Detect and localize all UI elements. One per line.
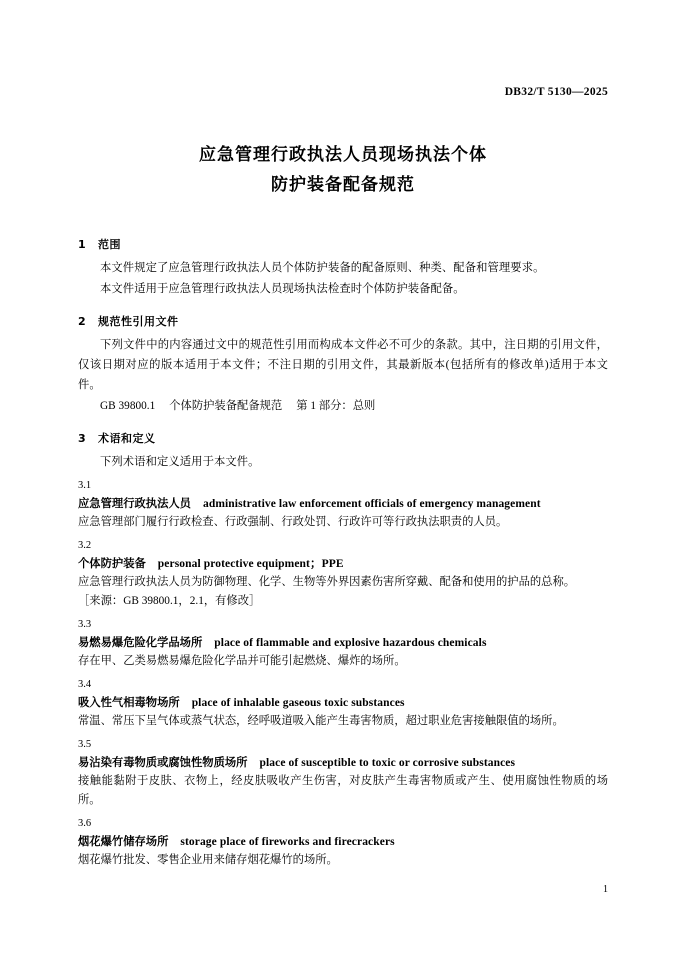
term-title-zh: 烟花爆竹储存场所 — [78, 835, 169, 848]
document-body — [78, 222, 608, 870]
term-number: 3.1 — [78, 480, 92, 491]
term-title — [78, 495, 608, 513]
term-title — [78, 634, 608, 652]
term-title-en: administrative law enforcement officials of emergency management — [202, 498, 541, 510]
term-source: ［来源：GB 39800.1，2.1，有修改］ — [78, 595, 261, 607]
normative-reference-item — [78, 396, 608, 416]
standard-code-header: DB32/T 5130—2025 — [504, 86, 608, 98]
term-number: 3.4 — [78, 679, 92, 690]
term-number: 3.5 — [78, 739, 92, 750]
paragraph: 下列术语和定义适用于本文件。 — [100, 456, 260, 468]
term-entry — [78, 538, 608, 611]
term-title-zh: 个体防护装备 — [78, 557, 146, 570]
reference-part: 第 1 部分：总则 — [296, 400, 376, 412]
term-title-en: storage place of fireworks and firecrackers — [180, 836, 395, 848]
reference-name: 个体防护装备配备规范 — [169, 400, 283, 412]
term-title-en: place of flammable and explosive hazardous chemicals — [214, 637, 487, 649]
term-number: 3.2 — [78, 540, 92, 551]
paragraph: 本文件规定了应急管理行政执法人员个体防护装备的配备原则、种类、配备和管理要求。 — [100, 262, 545, 274]
term-title-zh: 易燃易爆危险化学品场所 — [78, 636, 203, 649]
term-title — [78, 833, 608, 851]
term-definition: 接触能黏附于皮肤、衣物上，经皮肤吸收产生伤害，对皮肤产生毒害物质或产生、使用腐蚀性物质的场所。 — [78, 775, 608, 806]
term-definition: 应急管理行政执法人员为防御物理、化学、生物等外界因素伤害所穿戴、配备和使用的护品的总称。 — [78, 576, 576, 588]
term-entry — [78, 737, 608, 810]
term-entry — [78, 478, 608, 532]
title-line-1: 应急管理行政执法人员现场执法个体 — [199, 145, 487, 165]
clause-heading-2 — [78, 313, 608, 329]
term-title-zh: 应急管理行政执法人员 — [78, 497, 191, 510]
term-definition: 应急管理部门履行行政检查、行政强制、行政处罚、行政许可等行政执法职责的人员。 — [78, 516, 508, 528]
clause-heading-1 — [78, 236, 608, 252]
clause-title-2: 规范性引用文件 — [98, 315, 179, 328]
term-entry — [78, 816, 608, 870]
term-title-en: place of inhalable gaseous toxic substances — [191, 697, 405, 709]
clause-number-2: 2 — [78, 315, 87, 328]
term-number: 3.6 — [78, 818, 92, 829]
term-title — [78, 754, 608, 772]
reference-code: GB 39800.1 — [100, 400, 156, 412]
term-definition: 常温、常压下呈气体或蒸气状态，经呼吸道吸入能产生毒害物质，超过职业危害接触限值的场所。 — [78, 715, 564, 727]
term-title-zh: 易沾染有毒物质或腐蚀性物质场所 — [78, 756, 248, 769]
clause-number-3: 3 — [78, 432, 87, 445]
term-entry — [78, 677, 608, 731]
title-line-2: 防护装备配备规范 — [271, 175, 415, 195]
term-title — [78, 694, 608, 712]
page-number: 1 — [603, 884, 608, 895]
paragraph: 下列文件中的内容通过文中的规范性引用而构成本文件必不可少的条款。其中，注日期的引用文件，仅该日期对应的版本适用于本文件；不注日期的引用文件，其最新版本(包括所有的修改单)适用于本文件。 — [78, 339, 608, 391]
term-number: 3.3 — [78, 619, 92, 630]
clause-title-3: 术语和定义 — [98, 432, 156, 445]
paragraph: 本文件适用于应急管理行政执法人员现场执法检查时个体防护装备配备。 — [100, 283, 465, 295]
term-title-en: place of susceptible to toxic or corrosive substances — [259, 757, 516, 769]
term-title — [78, 555, 608, 573]
term-title-zh: 吸入性气相毒物场所 — [78, 696, 180, 709]
term-definition: 烟花爆竹批发、零售企业用来储存烟花爆竹的场所。 — [78, 854, 338, 866]
term-entry — [78, 617, 608, 671]
document-title — [78, 140, 608, 200]
clause-title-1: 范围 — [98, 238, 121, 251]
term-title-en: personal protective equipment；PPE — [157, 558, 344, 570]
term-definition: 存在甲、乙类易燃易爆危险化学品并可能引起燃烧、爆炸的场所。 — [78, 655, 406, 667]
clause-heading-3 — [78, 430, 608, 446]
clause-number-1: 1 — [78, 238, 87, 251]
